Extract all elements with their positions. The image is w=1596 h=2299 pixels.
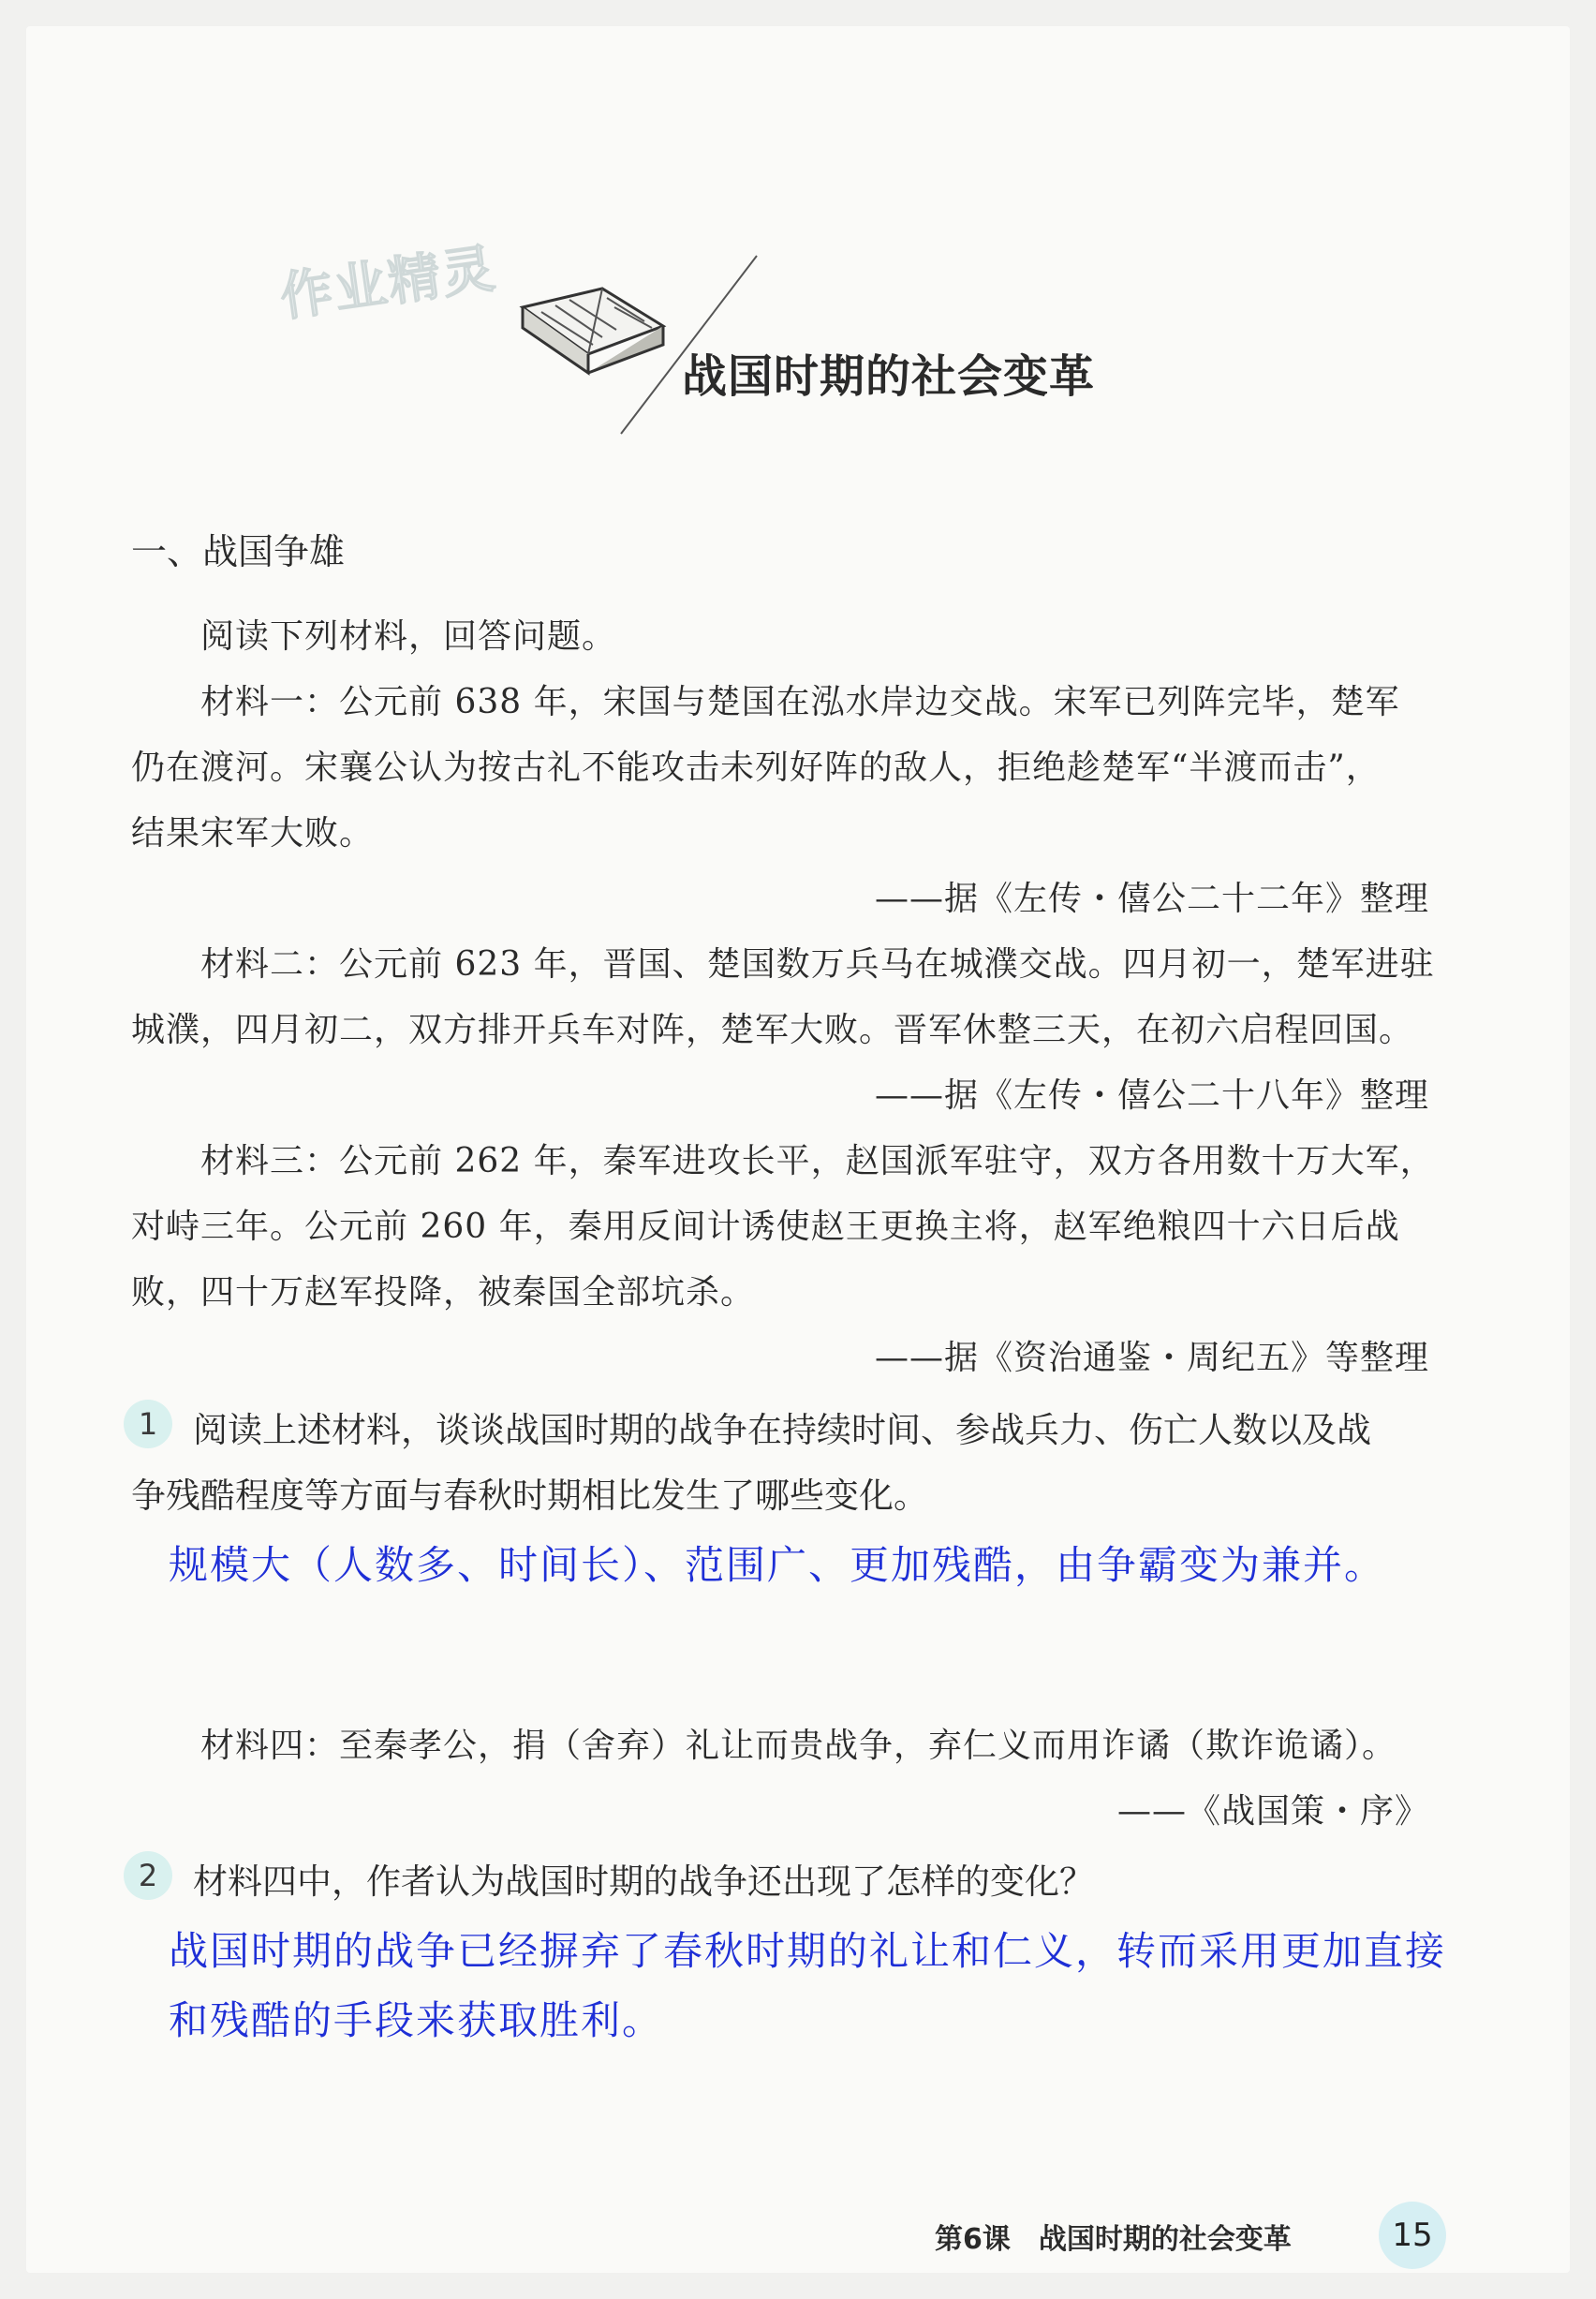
material4-source: ——《战国策・序》 bbox=[1116, 1792, 1429, 1831]
page bbox=[26, 26, 1570, 2273]
section-title: 一、战国争雄 bbox=[131, 531, 346, 572]
material3-line2: 对峙三年。公元前 260 年，秦用反间计诱使赵王更换主将，赵军绝粮四十六日后战 bbox=[131, 1208, 1400, 1246]
question2-line1: 材料四中，作者认为战国时期的战争还出现了怎样的变化？ bbox=[193, 1861, 1094, 1902]
material1-line1: 材料一：公元前 638 年，宋国与楚国在泓水岸边交战。宋军已列阵完毕，楚军 bbox=[200, 683, 1400, 721]
intro-text: 阅读下列材料，回答问题。 bbox=[200, 617, 617, 656]
material1-line2: 仍在渡河。宋襄公认为按古礼不能攻击未列好阵的敌人，拒绝趁楚军“半渡而击”， bbox=[131, 749, 1381, 787]
material1-source: ——据《左传・僖公二十二年》整理 bbox=[874, 880, 1429, 918]
header-logo: 作业精灵 bbox=[276, 238, 501, 329]
question1-number-badge: 1 bbox=[124, 1400, 172, 1448]
question2-number-badge: 2 bbox=[124, 1851, 172, 1900]
question1-answer: 规模大（人数多、时间长）、范围广、更加残酷，由争霸变为兼并。 bbox=[169, 1542, 1386, 1588]
question1-line2: 争残酷程度等方面与春秋时期相比发生了哪些变化。 bbox=[131, 1476, 928, 1516]
question1-line1: 阅读上述材料，谈谈战国时期的战争在持续时间、参战兵力、伤亡人数以及战 bbox=[193, 1410, 1371, 1450]
material3-line1: 材料三：公元前 262 年，秦军进攻长平，赵国派军驻守，双方各用数十万大军， bbox=[200, 1142, 1435, 1180]
material4-line1: 材料四：至秦孝公，捐（舍弃）礼让而贵战争，弃仁义而用诈谲（欺诈诡谲）。 bbox=[200, 1727, 1397, 1765]
material3-line3: 败，四十万赵军投降，被秦国全部坑杀。 bbox=[131, 1273, 756, 1312]
material2-source: ——据《左传・僖公二十八年》整理 bbox=[874, 1076, 1429, 1115]
question2-answer-line1: 战国时期的战争已经摒弃了春秋时期的礼让和仁义，转而采用更加直接 bbox=[169, 1928, 1447, 1974]
material2-line2: 城濮，四月初二，双方排开兵车对阵，楚军大败。晋军休整三天，在初六启程回国。 bbox=[131, 1011, 1414, 1049]
footer-lesson-title: 第6课 战国时期的社会变革 bbox=[935, 2223, 1292, 2256]
material2-line1: 材料二：公元前 623 年，晋国、楚国数万兵马在城濮交战。四月初一，楚军进驻 bbox=[200, 945, 1435, 984]
page-number-badge: 15 bbox=[1379, 2202, 1446, 2269]
material3-source: ——据《资治通鉴・周纪五》等整理 bbox=[874, 1339, 1429, 1377]
page-title: 战国时期的社会变革 bbox=[682, 350, 1096, 403]
question2-answer-line2: 和残酷的手段来获取胜利。 bbox=[169, 1997, 664, 2043]
material1-line3: 结果宋军大败。 bbox=[131, 814, 375, 853]
